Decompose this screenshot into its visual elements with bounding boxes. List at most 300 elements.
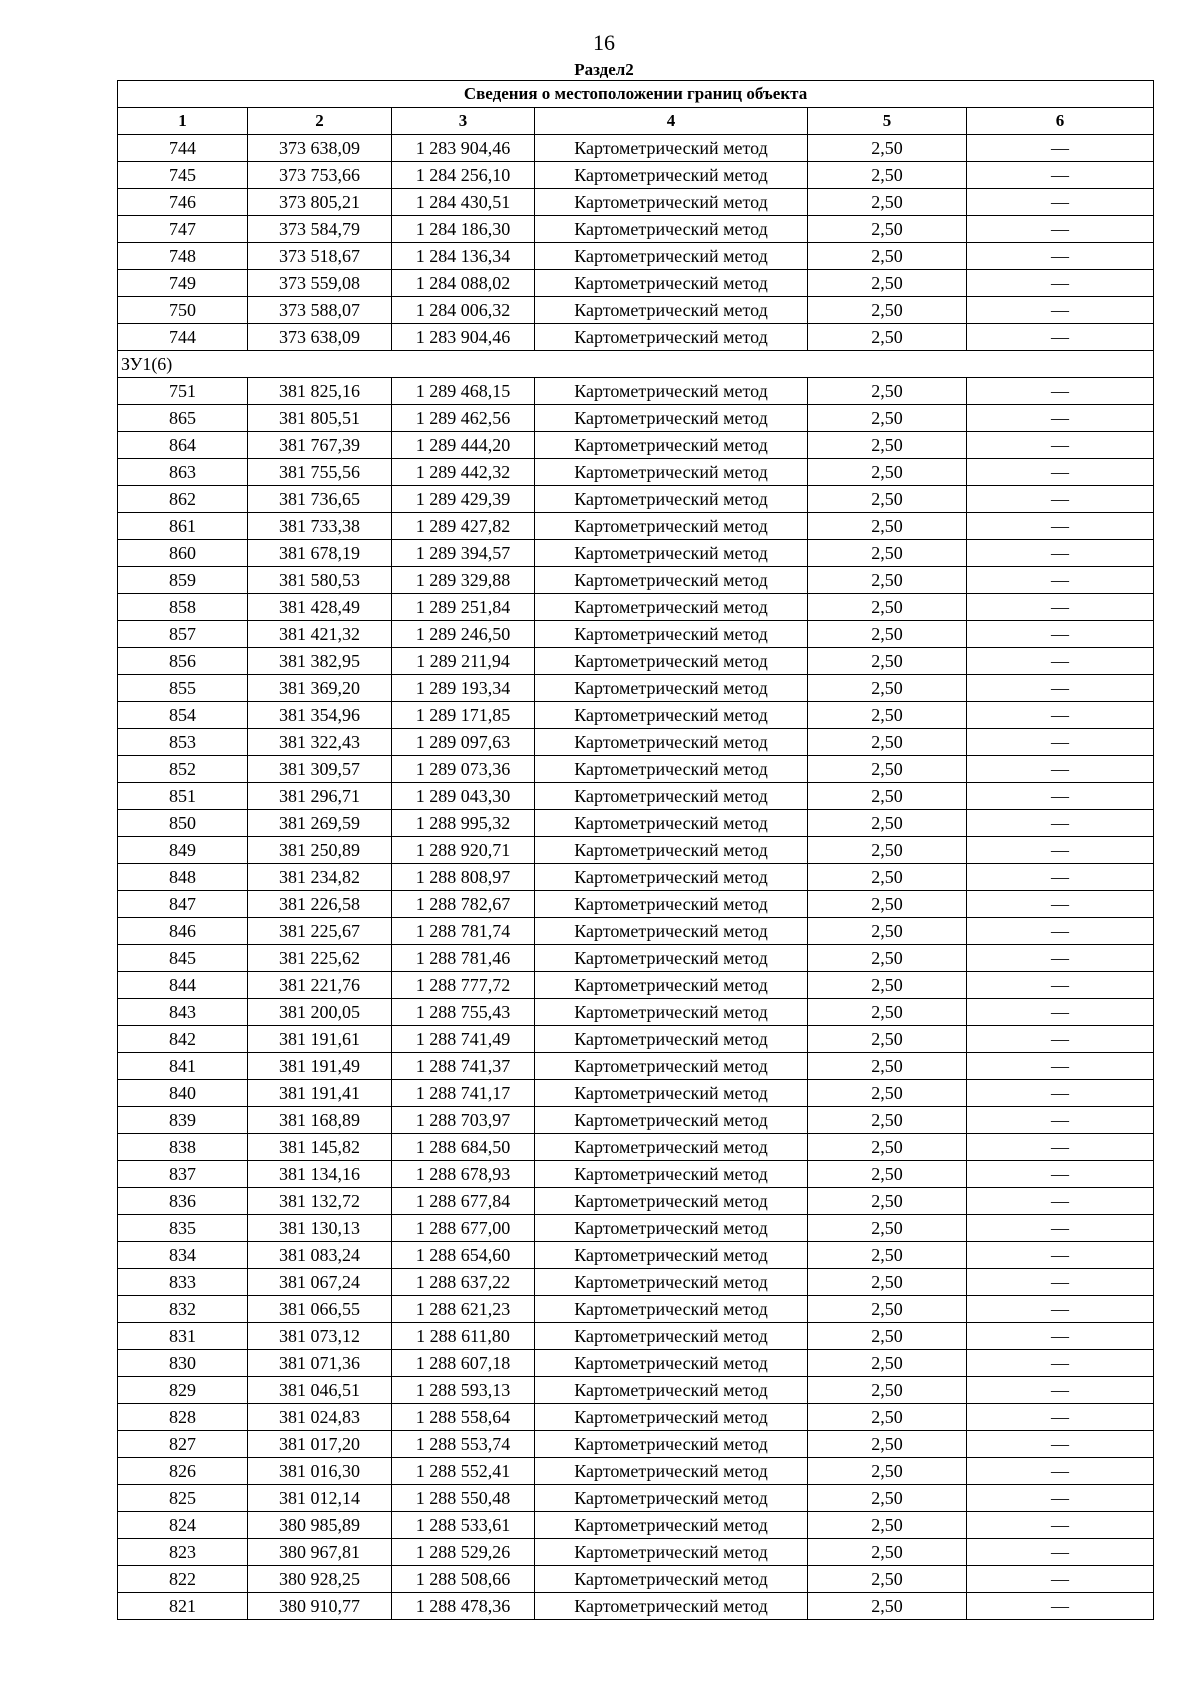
accuracy-value: 2,50 bbox=[808, 810, 967, 837]
coordinate-y: 1 288 558,64 bbox=[392, 1404, 535, 1431]
description: — bbox=[967, 1350, 1154, 1377]
description: — bbox=[967, 189, 1154, 216]
coordinate-y: 1 288 637,22 bbox=[392, 1269, 535, 1296]
determination-method: Картометрический метод bbox=[535, 810, 808, 837]
description: — bbox=[967, 1323, 1154, 1350]
point-number: 847 bbox=[118, 891, 248, 918]
determination-method: Картометрический метод bbox=[535, 1080, 808, 1107]
coordinate-y: 1 288 607,18 bbox=[392, 1350, 535, 1377]
coordinate-x: 381 191,41 bbox=[248, 1080, 392, 1107]
accuracy-value: 2,50 bbox=[808, 297, 967, 324]
table-row bbox=[118, 1080, 1154, 1107]
description: — bbox=[967, 1296, 1154, 1323]
coordinate-x: 373 584,79 bbox=[248, 216, 392, 243]
coordinate-x: 381 168,89 bbox=[248, 1107, 392, 1134]
determination-method: Картометрический метод bbox=[535, 702, 808, 729]
table-row bbox=[118, 945, 1154, 972]
coordinate-y: 1 289 073,36 bbox=[392, 756, 535, 783]
point-number: 857 bbox=[118, 621, 248, 648]
point-number: 841 bbox=[118, 1053, 248, 1080]
determination-method: Картометрический метод bbox=[535, 729, 808, 756]
accuracy-value: 2,50 bbox=[808, 945, 967, 972]
accuracy-value: 2,50 bbox=[808, 1593, 967, 1620]
determination-method: Картометрический метод bbox=[535, 1458, 808, 1485]
description: — bbox=[967, 1485, 1154, 1512]
determination-method: Картометрический метод bbox=[535, 1377, 808, 1404]
accuracy-value: 2,50 bbox=[808, 459, 967, 486]
accuracy-value: 2,50 bbox=[808, 1080, 967, 1107]
description: — bbox=[967, 594, 1154, 621]
description: — bbox=[967, 1188, 1154, 1215]
coordinate-y: 1 288 781,46 bbox=[392, 945, 535, 972]
accuracy-value: 2,50 bbox=[808, 270, 967, 297]
point-number: 748 bbox=[118, 243, 248, 270]
point-number: 751 bbox=[118, 378, 248, 405]
point-number: 864 bbox=[118, 432, 248, 459]
determination-method: Картометрический метод bbox=[535, 1215, 808, 1242]
table-row bbox=[118, 216, 1154, 243]
point-number: 831 bbox=[118, 1323, 248, 1350]
description: — bbox=[967, 1539, 1154, 1566]
accuracy-value: 2,50 bbox=[808, 1377, 967, 1404]
coordinate-y: 1 289 251,84 bbox=[392, 594, 535, 621]
section-label: ЗУ1(6) bbox=[118, 351, 1154, 378]
determination-method: Картометрический метод bbox=[535, 756, 808, 783]
description: — bbox=[967, 675, 1154, 702]
coordinate-y: 1 288 703,97 bbox=[392, 1107, 535, 1134]
table-row bbox=[118, 1593, 1154, 1620]
description: — bbox=[967, 243, 1154, 270]
accuracy-value: 2,50 bbox=[808, 621, 967, 648]
point-number: 844 bbox=[118, 972, 248, 999]
table-row bbox=[118, 486, 1154, 513]
coordinate-y: 1 288 677,00 bbox=[392, 1215, 535, 1242]
coordinate-x: 381 071,36 bbox=[248, 1350, 392, 1377]
point-number: 829 bbox=[118, 1377, 248, 1404]
description: — bbox=[967, 432, 1154, 459]
table-row bbox=[118, 432, 1154, 459]
coordinate-x: 381 191,49 bbox=[248, 1053, 392, 1080]
determination-method: Картометрический метод bbox=[535, 1053, 808, 1080]
table-row bbox=[118, 1350, 1154, 1377]
point-number: 862 bbox=[118, 486, 248, 513]
description: — bbox=[967, 378, 1154, 405]
point-number: 842 bbox=[118, 1026, 248, 1053]
column-number: 5 bbox=[808, 108, 967, 135]
accuracy-value: 2,50 bbox=[808, 513, 967, 540]
determination-method: Картометрический метод bbox=[535, 972, 808, 999]
coordinate-x: 373 638,09 bbox=[248, 324, 392, 351]
determination-method: Картометрический метод bbox=[535, 1188, 808, 1215]
table-row bbox=[118, 135, 1154, 162]
description: — bbox=[967, 324, 1154, 351]
point-number: 860 bbox=[118, 540, 248, 567]
boundary-coordinates-table bbox=[117, 80, 1154, 1620]
determination-method: Картометрический метод bbox=[535, 594, 808, 621]
point-number: 859 bbox=[118, 567, 248, 594]
determination-method: Картометрический метод bbox=[535, 432, 808, 459]
table-row bbox=[118, 999, 1154, 1026]
point-number: 824 bbox=[118, 1512, 248, 1539]
table-row bbox=[118, 1539, 1154, 1566]
coordinate-x: 381 145,82 bbox=[248, 1134, 392, 1161]
coordinate-y: 1 284 256,10 bbox=[392, 162, 535, 189]
table-row bbox=[118, 378, 1154, 405]
description: — bbox=[967, 891, 1154, 918]
description: — bbox=[967, 270, 1154, 297]
description: — bbox=[967, 702, 1154, 729]
determination-method: Картометрический метод bbox=[535, 837, 808, 864]
coordinate-x: 373 559,08 bbox=[248, 270, 392, 297]
coordinate-y: 1 289 246,50 bbox=[392, 621, 535, 648]
table-row bbox=[118, 594, 1154, 621]
determination-method: Картометрический метод bbox=[535, 1161, 808, 1188]
determination-method: Картометрический метод bbox=[535, 621, 808, 648]
determination-method: Картометрический метод bbox=[535, 1269, 808, 1296]
table-row bbox=[118, 405, 1154, 432]
coordinate-y: 1 289 171,85 bbox=[392, 702, 535, 729]
point-number: 861 bbox=[118, 513, 248, 540]
accuracy-value: 2,50 bbox=[808, 891, 967, 918]
coordinate-x: 381 225,67 bbox=[248, 918, 392, 945]
coordinate-y: 1 283 904,46 bbox=[392, 135, 535, 162]
determination-method: Картометрический метод bbox=[535, 1107, 808, 1134]
table-row bbox=[118, 1458, 1154, 1485]
table-row bbox=[118, 783, 1154, 810]
coordinate-y: 1 288 533,61 bbox=[392, 1512, 535, 1539]
coordinate-y: 1 288 741,17 bbox=[392, 1080, 535, 1107]
point-number: 837 bbox=[118, 1161, 248, 1188]
accuracy-value: 2,50 bbox=[808, 1188, 967, 1215]
coordinate-y: 1 288 550,48 bbox=[392, 1485, 535, 1512]
coordinate-y: 1 288 741,37 bbox=[392, 1053, 535, 1080]
table-row bbox=[118, 1377, 1154, 1404]
determination-method: Картометрический метод bbox=[535, 324, 808, 351]
accuracy-value: 2,50 bbox=[808, 405, 967, 432]
determination-method: Картометрический метод bbox=[535, 675, 808, 702]
description: — bbox=[967, 486, 1154, 513]
description: — bbox=[967, 918, 1154, 945]
description: — bbox=[967, 837, 1154, 864]
description: — bbox=[967, 1161, 1154, 1188]
table-body bbox=[118, 135, 1154, 1620]
accuracy-value: 2,50 bbox=[808, 1350, 967, 1377]
determination-method: Картометрический метод bbox=[535, 297, 808, 324]
coordinate-x: 381 073,12 bbox=[248, 1323, 392, 1350]
determination-method: Картометрический метод bbox=[535, 378, 808, 405]
coordinate-y: 1 289 329,88 bbox=[392, 567, 535, 594]
determination-method: Картометрический метод bbox=[535, 513, 808, 540]
determination-method: Картометрический метод bbox=[535, 270, 808, 297]
accuracy-value: 2,50 bbox=[808, 1053, 967, 1080]
description: — bbox=[967, 216, 1154, 243]
determination-method: Картометрический метод bbox=[535, 1404, 808, 1431]
point-number: 838 bbox=[118, 1134, 248, 1161]
coordinate-x: 381 191,61 bbox=[248, 1026, 392, 1053]
coordinate-x: 381 767,39 bbox=[248, 432, 392, 459]
description: — bbox=[967, 1080, 1154, 1107]
coordinate-x: 381 428,49 bbox=[248, 594, 392, 621]
determination-method: Картометрический метод bbox=[535, 999, 808, 1026]
point-number: 854 bbox=[118, 702, 248, 729]
accuracy-value: 2,50 bbox=[808, 756, 967, 783]
coordinate-x: 381 755,56 bbox=[248, 459, 392, 486]
accuracy-value: 2,50 bbox=[808, 918, 967, 945]
point-number: 823 bbox=[118, 1539, 248, 1566]
column-number: 6 bbox=[967, 108, 1154, 135]
table-caption: Сведения о местоположении границ объекта bbox=[118, 81, 1154, 108]
point-number: 750 bbox=[118, 297, 248, 324]
determination-method: Картометрический метод bbox=[535, 1431, 808, 1458]
coordinate-y: 1 289 442,32 bbox=[392, 459, 535, 486]
table-row bbox=[118, 1134, 1154, 1161]
point-number: 833 bbox=[118, 1269, 248, 1296]
column-number-row bbox=[118, 108, 1154, 135]
table-row bbox=[118, 567, 1154, 594]
table-row bbox=[118, 918, 1154, 945]
determination-method: Картометрический метод bbox=[535, 1539, 808, 1566]
table-row bbox=[118, 810, 1154, 837]
point-number: 863 bbox=[118, 459, 248, 486]
determination-method: Картометрический метод bbox=[535, 891, 808, 918]
accuracy-value: 2,50 bbox=[808, 999, 967, 1026]
coordinate-y: 1 289 462,56 bbox=[392, 405, 535, 432]
accuracy-value: 2,50 bbox=[808, 648, 967, 675]
accuracy-value: 2,50 bbox=[808, 1242, 967, 1269]
coordinate-y: 1 288 995,32 bbox=[392, 810, 535, 837]
coordinate-y: 1 288 808,97 bbox=[392, 864, 535, 891]
accuracy-value: 2,50 bbox=[808, 243, 967, 270]
accuracy-value: 2,50 bbox=[808, 837, 967, 864]
determination-method: Картометрический метод bbox=[535, 243, 808, 270]
point-number: 821 bbox=[118, 1593, 248, 1620]
coordinate-x: 381 221,76 bbox=[248, 972, 392, 999]
determination-method: Картометрический метод bbox=[535, 648, 808, 675]
accuracy-value: 2,50 bbox=[808, 135, 967, 162]
point-number: 865 bbox=[118, 405, 248, 432]
coordinate-y: 1 288 678,93 bbox=[392, 1161, 535, 1188]
table-row bbox=[118, 270, 1154, 297]
point-number: 845 bbox=[118, 945, 248, 972]
table-row bbox=[118, 621, 1154, 648]
point-number: 749 bbox=[118, 270, 248, 297]
point-number: 830 bbox=[118, 1350, 248, 1377]
accuracy-value: 2,50 bbox=[808, 1269, 967, 1296]
accuracy-value: 2,50 bbox=[808, 432, 967, 459]
description: — bbox=[967, 945, 1154, 972]
table-row bbox=[118, 837, 1154, 864]
coordinate-y: 1 284 136,34 bbox=[392, 243, 535, 270]
coordinate-x: 381 226,58 bbox=[248, 891, 392, 918]
coordinate-x: 381 046,51 bbox=[248, 1377, 392, 1404]
coordinate-x: 381 067,24 bbox=[248, 1269, 392, 1296]
table-row bbox=[118, 1242, 1154, 1269]
determination-method: Картометрический метод bbox=[535, 1485, 808, 1512]
coordinate-x: 380 928,25 bbox=[248, 1566, 392, 1593]
description: — bbox=[967, 459, 1154, 486]
coordinate-y: 1 288 529,26 bbox=[392, 1539, 535, 1566]
table-row bbox=[118, 1215, 1154, 1242]
coordinate-x: 381 066,55 bbox=[248, 1296, 392, 1323]
coordinate-y: 1 288 684,50 bbox=[392, 1134, 535, 1161]
description: — bbox=[967, 1215, 1154, 1242]
description: — bbox=[967, 1458, 1154, 1485]
coordinate-y: 1 289 444,20 bbox=[392, 432, 535, 459]
point-number: 849 bbox=[118, 837, 248, 864]
coordinate-y: 1 284 430,51 bbox=[392, 189, 535, 216]
accuracy-value: 2,50 bbox=[808, 1404, 967, 1431]
table-row bbox=[118, 1026, 1154, 1053]
description: — bbox=[967, 513, 1154, 540]
point-number: 834 bbox=[118, 1242, 248, 1269]
point-number: 850 bbox=[118, 810, 248, 837]
accuracy-value: 2,50 bbox=[808, 378, 967, 405]
accuracy-value: 2,50 bbox=[808, 702, 967, 729]
table-row bbox=[118, 1107, 1154, 1134]
coordinate-y: 1 284 186,30 bbox=[392, 216, 535, 243]
coordinate-x: 381 012,14 bbox=[248, 1485, 392, 1512]
column-number: 4 bbox=[535, 108, 808, 135]
accuracy-value: 2,50 bbox=[808, 1512, 967, 1539]
table-row bbox=[118, 243, 1154, 270]
point-number: 840 bbox=[118, 1080, 248, 1107]
point-number: 746 bbox=[118, 189, 248, 216]
coordinate-y: 1 288 755,43 bbox=[392, 999, 535, 1026]
coordinate-y: 1 288 741,49 bbox=[392, 1026, 535, 1053]
accuracy-value: 2,50 bbox=[808, 783, 967, 810]
point-number: 852 bbox=[118, 756, 248, 783]
table-row bbox=[118, 1161, 1154, 1188]
accuracy-value: 2,50 bbox=[808, 1539, 967, 1566]
table-row bbox=[118, 1566, 1154, 1593]
determination-method: Картометрический метод bbox=[535, 864, 808, 891]
description: — bbox=[967, 135, 1154, 162]
table-row bbox=[118, 1269, 1154, 1296]
coordinate-x: 381 250,89 bbox=[248, 837, 392, 864]
coordinate-x: 380 967,81 bbox=[248, 1539, 392, 1566]
table-row bbox=[118, 648, 1154, 675]
accuracy-value: 2,50 bbox=[808, 1215, 967, 1242]
accuracy-value: 2,50 bbox=[808, 540, 967, 567]
description: — bbox=[967, 1404, 1154, 1431]
description: — bbox=[967, 1026, 1154, 1053]
accuracy-value: 2,50 bbox=[808, 675, 967, 702]
accuracy-value: 2,50 bbox=[808, 594, 967, 621]
point-number: 826 bbox=[118, 1458, 248, 1485]
table-row bbox=[118, 1485, 1154, 1512]
table-row bbox=[118, 675, 1154, 702]
accuracy-value: 2,50 bbox=[808, 1134, 967, 1161]
coordinate-y: 1 284 006,32 bbox=[392, 297, 535, 324]
description: — bbox=[967, 729, 1154, 756]
coordinate-x: 381 296,71 bbox=[248, 783, 392, 810]
description: — bbox=[967, 405, 1154, 432]
accuracy-value: 2,50 bbox=[808, 1431, 967, 1458]
table-row bbox=[118, 1512, 1154, 1539]
accuracy-value: 2,50 bbox=[808, 162, 967, 189]
coordinate-x: 381 678,19 bbox=[248, 540, 392, 567]
table-row bbox=[118, 756, 1154, 783]
coordinate-x: 381 234,82 bbox=[248, 864, 392, 891]
coordinate-x: 381 225,62 bbox=[248, 945, 392, 972]
determination-method: Картометрический метод bbox=[535, 1242, 808, 1269]
coordinate-x: 381 083,24 bbox=[248, 1242, 392, 1269]
accuracy-value: 2,50 bbox=[808, 486, 967, 513]
table-row bbox=[118, 162, 1154, 189]
coordinate-y: 1 289 043,30 bbox=[392, 783, 535, 810]
point-number: 744 bbox=[118, 324, 248, 351]
accuracy-value: 2,50 bbox=[808, 729, 967, 756]
coordinate-x: 381 805,51 bbox=[248, 405, 392, 432]
point-number: 745 bbox=[118, 162, 248, 189]
coordinate-y: 1 284 088,02 bbox=[392, 270, 535, 297]
point-number: 856 bbox=[118, 648, 248, 675]
determination-method: Картометрический метод bbox=[535, 1296, 808, 1323]
determination-method: Картометрический метод bbox=[535, 567, 808, 594]
point-number: 744 bbox=[118, 135, 248, 162]
description: — bbox=[967, 1134, 1154, 1161]
table-row bbox=[118, 729, 1154, 756]
table-row bbox=[118, 540, 1154, 567]
coordinate-y: 1 289 468,15 bbox=[392, 378, 535, 405]
point-number: 747 bbox=[118, 216, 248, 243]
description: — bbox=[967, 1512, 1154, 1539]
accuracy-value: 2,50 bbox=[808, 1026, 967, 1053]
coordinate-x: 380 985,89 bbox=[248, 1512, 392, 1539]
table-row bbox=[118, 1431, 1154, 1458]
determination-method: Картометрический метод bbox=[535, 162, 808, 189]
description: — bbox=[967, 162, 1154, 189]
determination-method: Картометрический метод bbox=[535, 1512, 808, 1539]
coordinate-x: 381 134,16 bbox=[248, 1161, 392, 1188]
description: — bbox=[967, 1107, 1154, 1134]
coordinate-x: 381 382,95 bbox=[248, 648, 392, 675]
point-number: 853 bbox=[118, 729, 248, 756]
description: — bbox=[967, 1566, 1154, 1593]
coordinate-y: 1 289 193,34 bbox=[392, 675, 535, 702]
coordinate-y: 1 289 427,82 bbox=[392, 513, 535, 540]
coordinate-x: 381 024,83 bbox=[248, 1404, 392, 1431]
column-number: 3 bbox=[392, 108, 535, 135]
coordinate-y: 1 288 508,66 bbox=[392, 1566, 535, 1593]
determination-method: Картометрический метод bbox=[535, 486, 808, 513]
table-row bbox=[118, 1323, 1154, 1350]
coordinate-y: 1 288 552,41 bbox=[392, 1458, 535, 1485]
point-number: 827 bbox=[118, 1431, 248, 1458]
coordinate-x: 381 825,16 bbox=[248, 378, 392, 405]
point-number: 858 bbox=[118, 594, 248, 621]
page-number: 16 bbox=[593, 30, 615, 55]
coordinate-y: 1 289 097,63 bbox=[392, 729, 535, 756]
accuracy-value: 2,50 bbox=[808, 1566, 967, 1593]
description: — bbox=[967, 1377, 1154, 1404]
table-row bbox=[118, 1053, 1154, 1080]
point-number: 846 bbox=[118, 918, 248, 945]
description: — bbox=[967, 648, 1154, 675]
coordinate-x: 373 518,67 bbox=[248, 243, 392, 270]
determination-method: Картометрический метод bbox=[535, 783, 808, 810]
accuracy-value: 2,50 bbox=[808, 972, 967, 999]
coordinate-y: 1 288 920,71 bbox=[392, 837, 535, 864]
determination-method: Картометрический метод bbox=[535, 1134, 808, 1161]
determination-method: Картометрический метод bbox=[535, 1323, 808, 1350]
point-number: 839 bbox=[118, 1107, 248, 1134]
determination-method: Картометрический метод bbox=[535, 459, 808, 486]
accuracy-value: 2,50 bbox=[808, 864, 967, 891]
table-row bbox=[118, 324, 1154, 351]
coordinate-x: 381 200,05 bbox=[248, 999, 392, 1026]
accuracy-value: 2,50 bbox=[808, 1107, 967, 1134]
